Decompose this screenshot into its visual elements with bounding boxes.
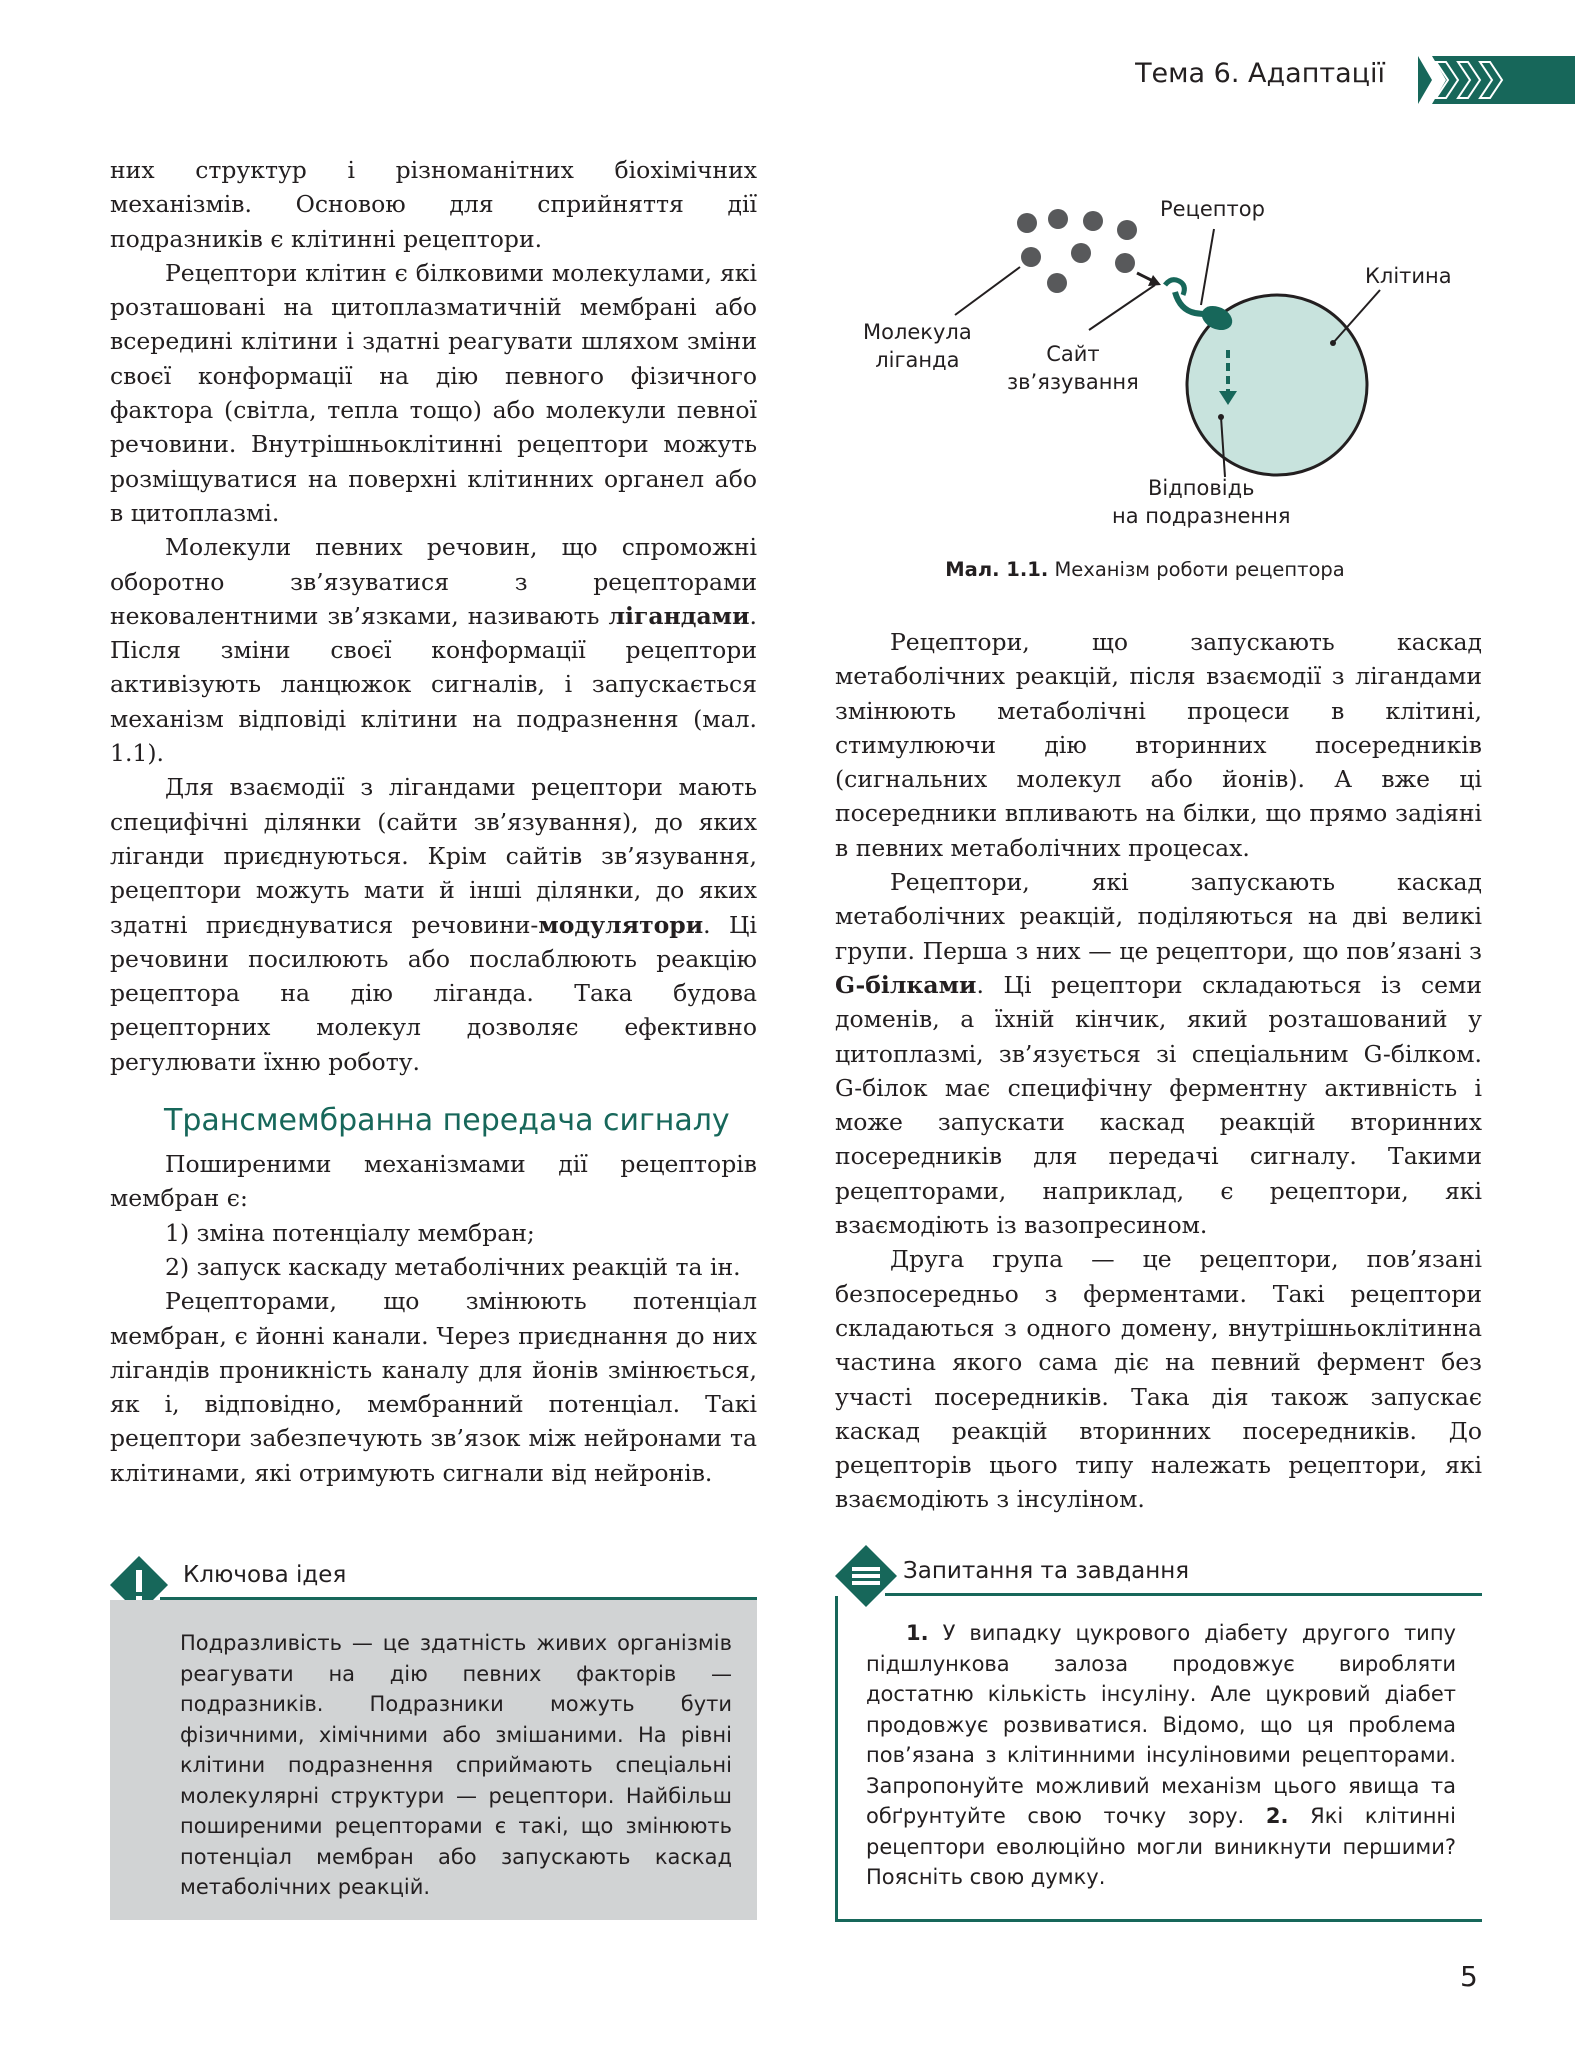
right-paragraph-3: Друга група — це рецептори, пов’язані безпосередньо з ферментами. Такі рецептори складаються з одного домену, внутрішньоклітинна частина якого сама діє на певний фермент без участі посередників. Така дія також запускає каскад реакцій вторинних посередників. До рецепторів цього типу належать рецептори, які взаємодіють з інсуліном. <box>835 1245 1482 1514</box>
label-binding-site: Сайт зв’язування <box>1007 342 1139 394</box>
figure-receptor-mechanism <box>835 185 1455 605</box>
section-title: Трансмембранна передача сигналу <box>164 1103 730 1139</box>
list-item-2: 2) запуск каскаду метаболічних реакцій та ін. <box>165 1252 741 1281</box>
right-paragraph-2: Рецептори, які запускають каскад метаболічних реакцій, поділяються на дві великі групи. Перша з них — це рецептори, що пов’язані з G-білками. Ці рецептори складаються із семи доменів, а їхній кінчик, який розташований у цитоплазмі, зв’язується зі спеціальним G-білком. G-білок має специфічну ферментну активність і може запускати каскад реакцій вторинних посередників для передачі сигналу. Такими рецепторами, наприклад, є рецептори, які взаємодіють із вазопресином. <box>835 868 1482 1240</box>
key-idea-text: Подразливість — це здатність живих організмів реагувати на дію певних факторів — подразників. Подразники можуть бути фізичними, хімічними або змішаними. На рівні клітини подразнення сприймають спеціальні молекулярні структури — рецептори. Найбільш поширеними рецепторами є такі, що змінюють потенціал мембран або запускають каскад метаболічних реакцій. <box>180 1631 732 1899</box>
left-paragraph-6: Рецепторами, що змінюють потенціал мембран, є йонні канали. Через приєднання до них лігандів проникність каналу для йонів змінюється, як і, відповідно, мембранний потенціал. Такі рецептори забезпечують зв’язок між нейронами та клітинами, які отримують сигнали від нейронів. <box>110 1287 757 1487</box>
term-modulators: модулятори <box>538 910 704 939</box>
key-idea-title: Ключова ідея <box>183 1562 347 1588</box>
questions-header <box>835 1555 1482 1600</box>
page-number: 5 <box>1460 1960 1478 1993</box>
left-paragraph-2: Рецептори клітин є білковими молекулами, які розташовані на цитоплазматичній мембрані або всередині клітини і здатні реагувати шляхом зміни своєї конформації на дію певного фізичного фактора (світла, тепла тощо) або молекули певної речовини. Внутрішньоклітинні рецептори можуть розміщуватися на поверхні клітинних органел або в цитоплазмі. <box>110 258 757 527</box>
question-1: У випадку цукрового діабету другого типу підшлункова залоза продовжує виробляти достатню кількість інсуліну. Але цукровий діабет продовжує розвиватися. Відомо, що ця проблема пов’язана з клітинними інсуліновими рецепторами. Запропонуйте можливий механізм цього явища та обґрунтуйте свою точку зору. <box>866 1621 1456 1828</box>
ligand-molecules <box>1017 209 1137 293</box>
questions-box <box>835 1596 1482 1922</box>
questions-title: Запитання та завдання <box>903 1558 1190 1584</box>
left-paragraph-5: Поширеними механізмами дії рецепторів мембран є: <box>110 1150 757 1213</box>
right-column <box>835 625 1482 1517</box>
list-item-1: 1) зміна потенціалу мембран; <box>165 1218 535 1247</box>
question-2-number: 2. <box>1265 1804 1289 1828</box>
questions-text <box>866 1618 1456 1893</box>
left-paragraph-3: Молекули певних речовин, що спроможні оборотно зв’язуватися з рецепторами нековалентними зв’язками, називають лігандами. Після зміни своєї конформації рецептори активізують ланцюжок сигналів, і запускається механізм відповіді клітини на подразнення (мал. 1.1). <box>110 533 757 768</box>
figure-diagram <box>835 185 1455 605</box>
term-g-proteins: G-білками <box>835 970 977 999</box>
label-ligand: Молекула ліганда <box>863 320 972 372</box>
header-chevron-bar <box>1418 56 1575 104</box>
left-column <box>110 153 757 1490</box>
question-2: Які клітинні рецептори еволюційно могли виникнути першими? Поясніть свою думку. <box>866 1804 1456 1889</box>
figure-caption: Мал. 1.1. Механізм роботи рецептора <box>945 558 1345 581</box>
label-receptor: Рецептор <box>1160 197 1265 221</box>
question-1-number: 1. <box>906 1621 929 1645</box>
key-idea-box <box>110 1600 757 1920</box>
key-idea-header <box>110 1560 757 1600</box>
left-paragraph-4: Для взаємодії з лігандами рецептори мають специфічні ділянки (сайти зв’язування), до яких ліганди приєднуються. Крім сайтів зв’язування, рецептори можуть мати й інші ділянки, до яких здатні приєднуватися речовини-модулятори. Ці речовини посилюють або послаблюють реакцію рецептора на дію ліганда. Така будова рецепторних молекул дозволяє ефективно регулювати їхню роботу. <box>110 773 757 1076</box>
right-paragraph-1: Рецептори, що запускають каскад метаболічних реакцій, після взаємодії з лігандами змінюють метаболічні процеси в клітині, стимулюючи дію вторинних посередників (сигнальних молекул або йонів). А вже ці посередники впливають на білки, що прямо задіяні в певних метаболічних процесах. <box>835 628 1482 862</box>
label-cell: Клітина <box>1365 264 1452 288</box>
left-paragraph-1: них структур і різноманітних біохімічних механізмів. Основою для сприйняття дії подразників є клітинні рецептори. <box>110 156 757 253</box>
term-ligands: лігандами <box>608 601 750 630</box>
header-title: Тема 6. Адаптації <box>1135 58 1385 89</box>
label-response: Відповідь на подразнення <box>1112 476 1291 528</box>
